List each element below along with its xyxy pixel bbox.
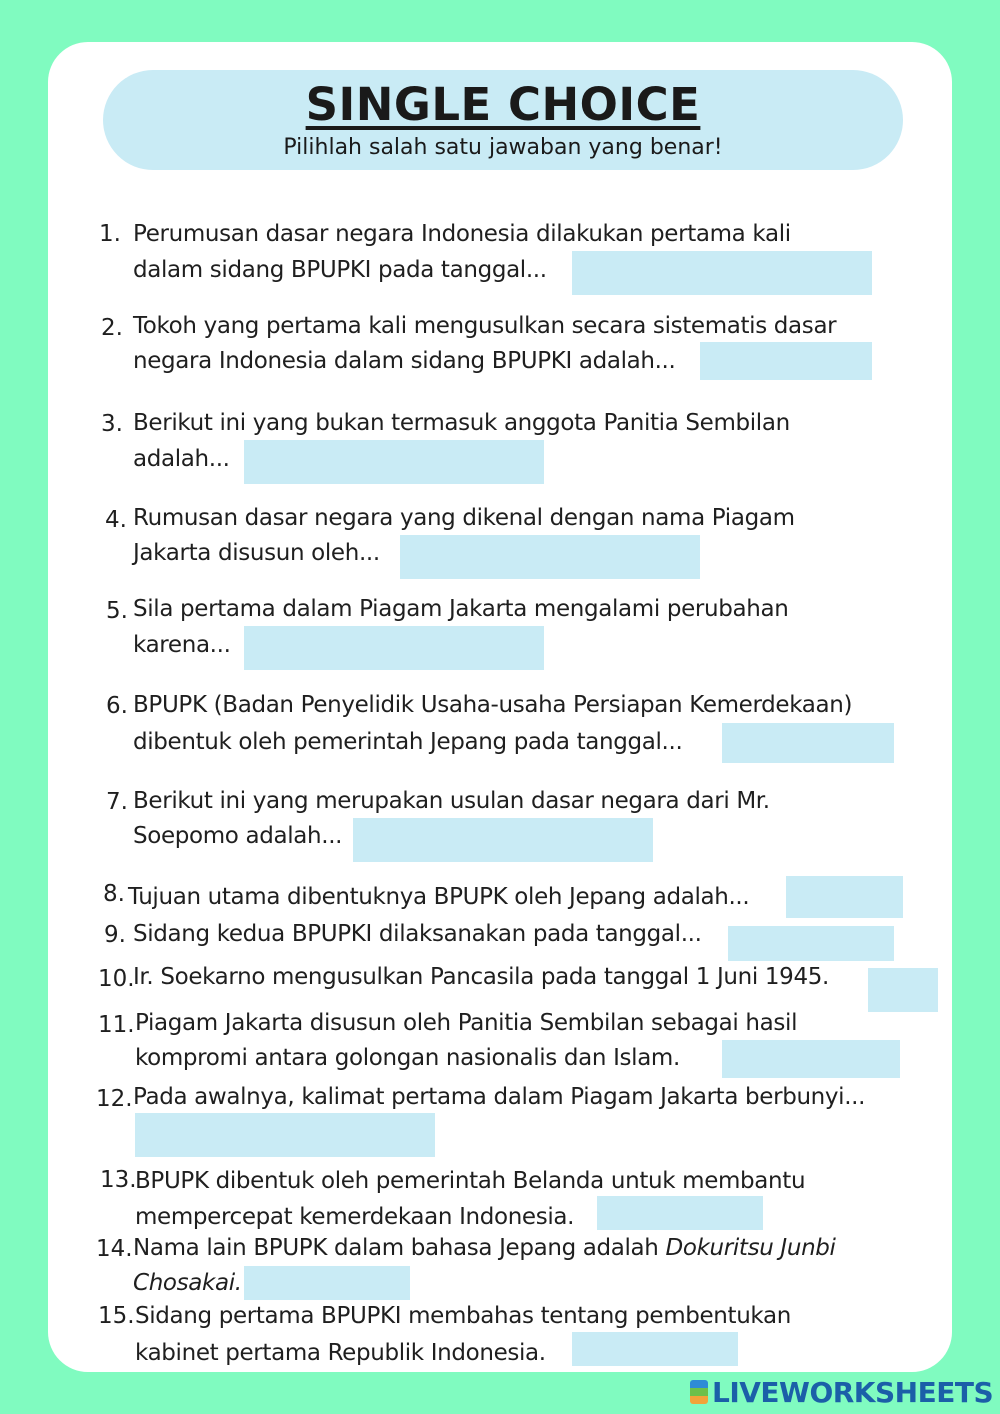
question-text: Pada awalnya, kalimat pertama dalam Piagam Jakarta berbunyi... <box>133 1084 866 1110</box>
question-text: Tokoh yang pertama kali mengusulkan secara sistematis dasar <box>133 313 837 339</box>
question-text: dalam sidang BPUPKI pada tanggal... <box>133 257 547 283</box>
answer-field-9[interactable] <box>728 926 894 961</box>
question-text: mempercepat kemerdekaan Indonesia. <box>135 1204 575 1230</box>
question-number: 2. <box>101 315 123 341</box>
question-text: dibentuk oleh pemerintah Jepang pada tanggal... <box>133 729 683 755</box>
answer-field-5[interactable] <box>244 626 544 670</box>
question-text: Soepomo adalah... <box>133 823 343 849</box>
header-banner <box>103 70 903 170</box>
question-text: Nama lain BPUPK dalam bahasa Jepang adalah Dokuritsu Junbi <box>133 1235 836 1261</box>
answer-field-15[interactable] <box>572 1332 738 1366</box>
question-number: 10. <box>98 966 135 992</box>
question-number: 7. <box>106 789 128 815</box>
question-number: 5. <box>106 598 128 624</box>
answer-field-11[interactable] <box>722 1040 900 1078</box>
question-text: Jakarta disusun oleh... <box>133 540 380 566</box>
answer-field-14[interactable] <box>244 1266 410 1300</box>
question-number: 6. <box>106 693 128 719</box>
question-number: 1. <box>99 221 121 247</box>
brand-logo-icon <box>690 1380 708 1404</box>
question-text: Rumusan dasar negara yang dikenal dengan nama Piagam <box>133 505 795 531</box>
question-number: 13. <box>100 1167 137 1193</box>
question-text: Sila pertama dalam Piagam Jakarta mengalami perubahan <box>133 596 789 622</box>
answer-field-12[interactable] <box>135 1113 435 1157</box>
answer-field-3[interactable] <box>244 440 544 484</box>
question-text: karena... <box>133 632 231 658</box>
liveworksheets-logo <box>690 1377 993 1407</box>
question-text: adalah... <box>133 446 230 472</box>
answer-field-8[interactable] <box>786 876 903 918</box>
question-text: BPUPK (Badan Penyelidik Usaha-usaha Persiapan Kemerdekaan) <box>133 692 853 718</box>
question-text: kompromi antara golongan nasionalis dan Islam. <box>135 1045 680 1071</box>
question-number: 8. <box>103 881 125 907</box>
answer-field-2[interactable] <box>700 342 872 380</box>
question-text: Sidang pertama BPUPKI membahas tentang pembentukan <box>135 1303 791 1329</box>
question-text: Tujuan utama dibentuknya BPUPK oleh Jepang adalah... <box>128 884 750 910</box>
question-text: kabinet pertama Republik Indonesia. <box>135 1340 546 1366</box>
question-text: Piagam Jakarta disusun oleh Panitia Sembilan sebagai hasil <box>135 1010 798 1036</box>
page-title: SINGLE CHOICE <box>305 78 701 131</box>
question-number: 4. <box>105 507 127 533</box>
brand-text: LIVEWORKSHEETS <box>712 1375 994 1409</box>
question-number: 14. <box>96 1236 133 1262</box>
answer-field-10[interactable] <box>868 968 938 1012</box>
page-subtitle: Pilihlah salah satu jawaban yang benar! <box>283 135 723 160</box>
question-text: Berikut ini yang bukan termasuk anggota Panitia Sembilan <box>133 410 790 436</box>
answer-field-4[interactable] <box>400 535 700 579</box>
question-text: Berikut ini yang merupakan usulan dasar negara dari Mr. <box>133 788 770 814</box>
question-text: Perumusan dasar negara Indonesia dilakukan pertama kali <box>133 221 791 247</box>
question-number: 9. <box>104 922 126 948</box>
answer-field-7[interactable] <box>353 818 653 862</box>
question-number: 11. <box>98 1012 135 1038</box>
question-text: Sidang kedua BPUPKI dilaksanakan pada tanggal... <box>133 921 702 947</box>
question-text: Ir. Soekarno mengusulkan Pancasila pada tanggal 1 Juni 1945. <box>133 964 829 990</box>
question-text: Chosakai. <box>133 1270 242 1296</box>
question-number: 15. <box>98 1303 135 1329</box>
question-text: BPUPK dibentuk oleh pemerintah Belanda untuk membantu <box>135 1168 806 1194</box>
answer-field-13[interactable] <box>597 1196 763 1230</box>
answer-field-1[interactable] <box>572 251 872 295</box>
question-number: 3. <box>101 411 123 437</box>
answer-field-6[interactable] <box>722 723 894 763</box>
question-text: negara Indonesia dalam sidang BPUPKI adalah... <box>133 348 676 374</box>
question-number: 12. <box>96 1086 133 1112</box>
